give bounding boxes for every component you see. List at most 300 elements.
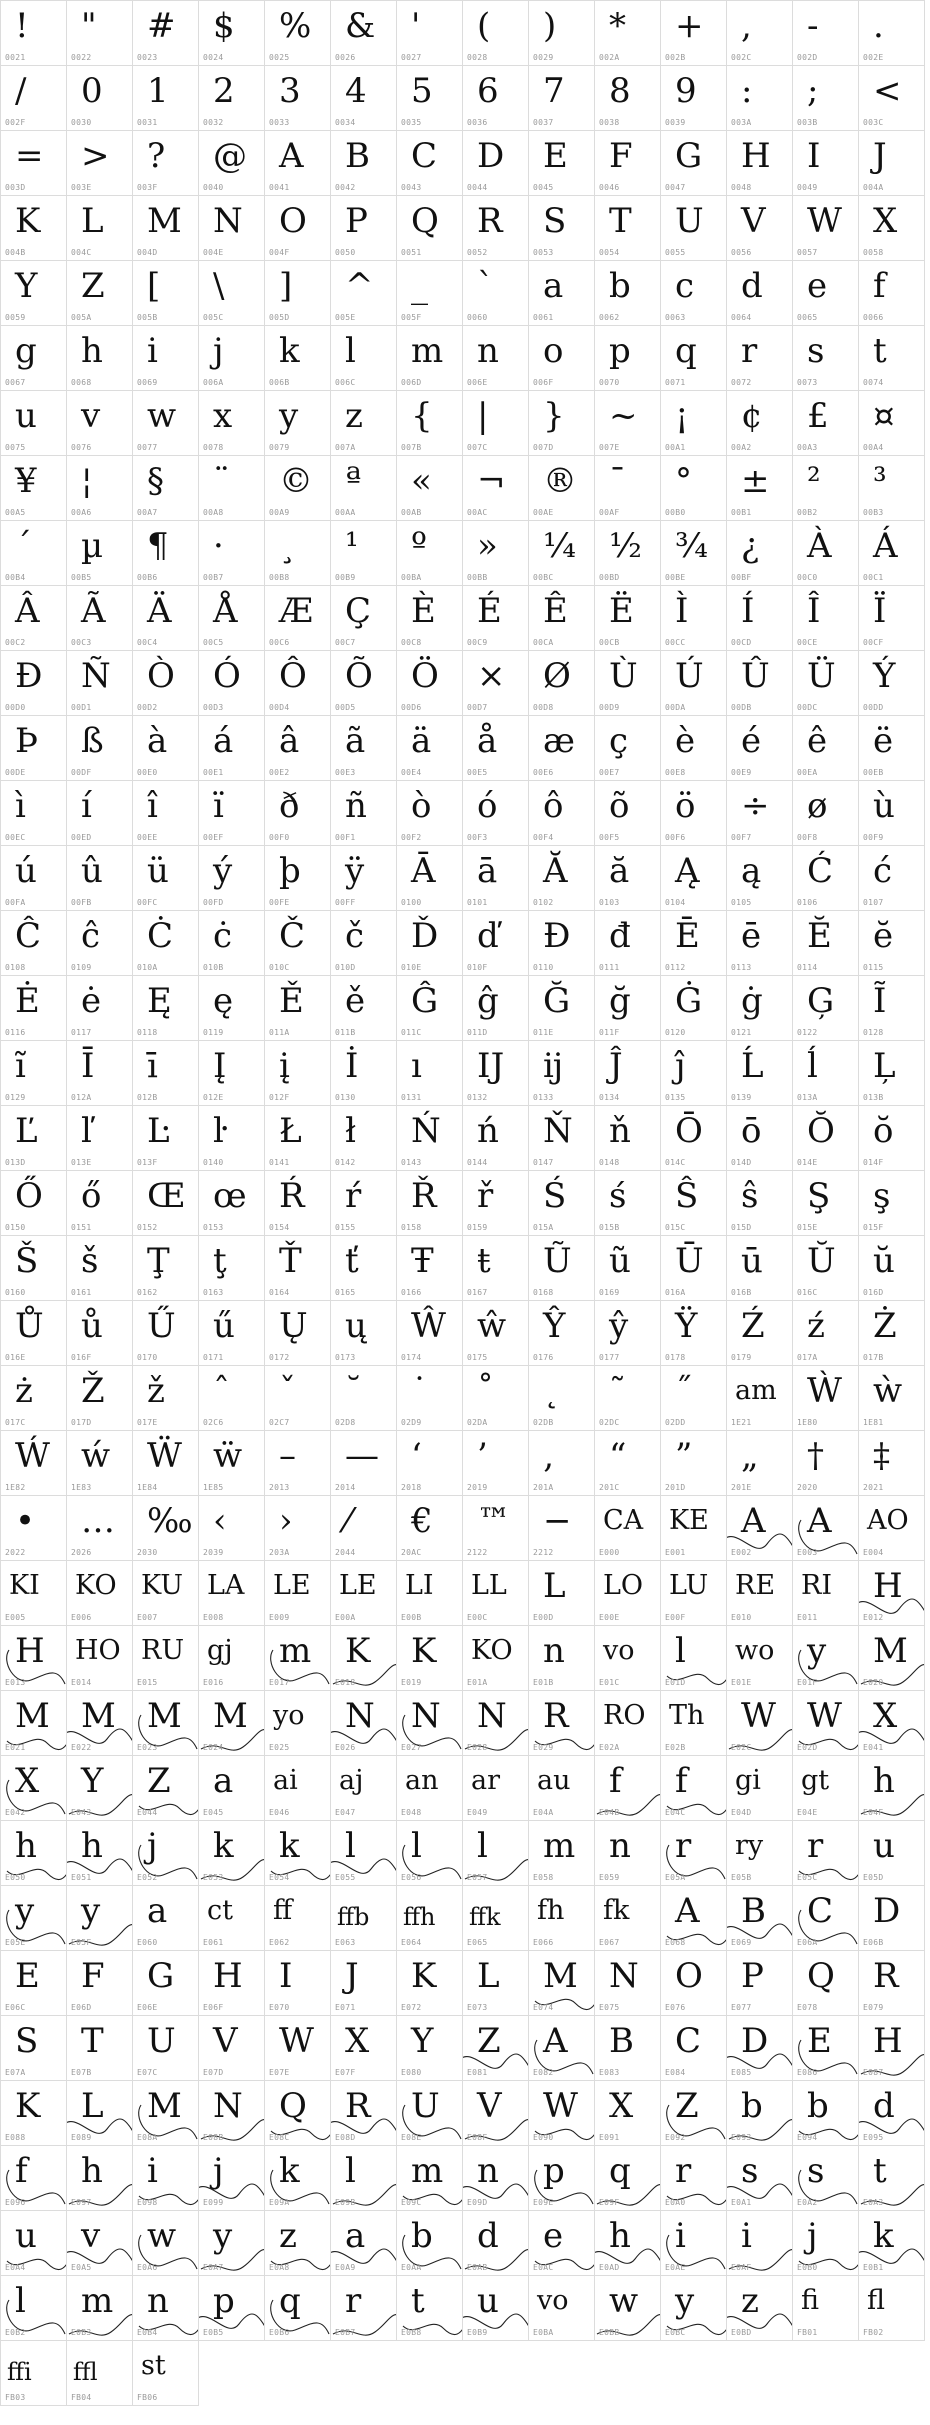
glyph-code: E0B8 xyxy=(401,2328,422,2337)
glyph: h xyxy=(81,2151,103,2191)
glyph-cell xyxy=(1,781,67,846)
glyph: Ẃ xyxy=(15,1436,50,1476)
glyph-code: 0169 xyxy=(599,1288,620,1297)
glyph-code: 00C5 xyxy=(203,638,224,647)
glyph-code: 00FC xyxy=(137,898,158,907)
glyph: â xyxy=(279,721,300,761)
glyph-cell xyxy=(529,586,595,651)
glyph-cell xyxy=(859,196,925,261)
glyph: u xyxy=(873,1826,895,1866)
glyph-cell xyxy=(529,911,595,976)
glyph: 3 xyxy=(279,71,301,111)
glyph-cell xyxy=(793,1041,859,1106)
glyph: K xyxy=(411,1956,437,1996)
glyph-cell xyxy=(661,976,727,1041)
glyph: \ xyxy=(213,266,225,306)
glyph-cell xyxy=(595,456,661,521)
glyph: I xyxy=(807,136,821,176)
glyph-cell xyxy=(661,1886,727,1951)
glyph-code: E016 xyxy=(203,1678,224,1687)
glyph-cell xyxy=(463,2016,529,2081)
glyph-cell xyxy=(133,1886,199,1951)
glyph: KE xyxy=(669,1505,709,1536)
glyph: Ğ xyxy=(543,981,571,1021)
glyph-cell xyxy=(397,66,463,131)
glyph-cell xyxy=(859,326,925,391)
glyph-code: 002F xyxy=(5,118,26,127)
glyph: Ċ xyxy=(147,916,174,956)
glyph-cell xyxy=(463,1366,529,1431)
glyph: ˜ xyxy=(609,1371,626,1411)
glyph-cell xyxy=(529,66,595,131)
glyph-code: E04F xyxy=(863,1808,884,1817)
glyph: ą xyxy=(741,851,762,891)
glyph: b xyxy=(411,2216,433,2256)
glyph-cell xyxy=(727,2146,793,2211)
glyph: b xyxy=(807,2086,829,2126)
glyph-cell xyxy=(463,391,529,456)
glyph-code: 0079 xyxy=(269,443,290,452)
glyph: Y xyxy=(411,2021,434,2061)
glyph-code: 0035 xyxy=(401,118,422,127)
glyph: Th xyxy=(669,1700,705,1731)
glyph-cell xyxy=(133,2081,199,2146)
glyph: z xyxy=(279,2216,297,2256)
glyph-code: E059 xyxy=(599,1873,620,1882)
glyph-cell xyxy=(463,1171,529,1236)
glyph-cell xyxy=(529,1626,595,1691)
glyph: A xyxy=(675,1891,700,1931)
glyph-cell xyxy=(793,196,859,261)
glyph-cell xyxy=(661,456,727,521)
glyph-code: E022 xyxy=(71,1743,92,1752)
glyph-cell xyxy=(595,2016,661,2081)
glyph-code: E08A xyxy=(137,2133,158,2142)
glyph-cell xyxy=(661,651,727,716)
glyph-cell xyxy=(397,2276,463,2341)
glyph-cell xyxy=(595,781,661,846)
glyph-code: E07F xyxy=(335,2068,356,2077)
glyph-code: 0055 xyxy=(665,248,686,257)
glyph: Û xyxy=(741,656,770,696)
glyph-code: E09B xyxy=(335,2198,356,2207)
glyph-cell xyxy=(595,1106,661,1171)
glyph-code: E073 xyxy=(467,2003,488,2012)
glyph-cell xyxy=(397,2146,463,2211)
glyph-code: 00CE xyxy=(797,638,818,647)
glyph-code: 0073 xyxy=(797,378,818,387)
glyph-code: 00F3 xyxy=(467,833,488,842)
glyph: fk xyxy=(603,1895,630,1926)
glyph-cell xyxy=(793,1886,859,1951)
glyph-cell xyxy=(67,1951,133,2016)
glyph-cell xyxy=(331,521,397,586)
glyph-cell xyxy=(67,1561,133,1626)
glyph-cell xyxy=(463,1041,529,1106)
glyph: ū xyxy=(741,1241,763,1281)
glyph-code: 017B xyxy=(863,1353,884,1362)
glyph: Ŷ xyxy=(543,1306,566,1346)
glyph-code: E051 xyxy=(71,1873,92,1882)
glyph-cell xyxy=(1,1171,67,1236)
glyph: f xyxy=(873,266,886,306)
glyph: R xyxy=(543,1696,569,1736)
glyph: ¶ xyxy=(147,526,169,566)
glyph: u xyxy=(15,2216,37,2256)
glyph: J xyxy=(345,1956,359,1996)
glyph-code: 0151 xyxy=(71,1223,92,1232)
glyph-code: 012B xyxy=(137,1093,158,1102)
glyph: į xyxy=(279,1046,290,1086)
glyph-code: 0070 xyxy=(599,378,620,387)
glyph: K xyxy=(345,1631,371,1671)
glyph-code: E086 xyxy=(797,2068,818,2077)
glyph-code: 02DD xyxy=(665,1418,686,1427)
glyph-code: 00DF xyxy=(71,768,92,777)
glyph-code: 1E85 xyxy=(203,1483,224,1492)
glyph: [ xyxy=(147,266,161,306)
glyph-cell xyxy=(67,196,133,261)
glyph: č xyxy=(345,916,365,956)
glyph: Ŵ xyxy=(411,1306,446,1346)
glyph: h xyxy=(15,1826,37,1866)
glyph: p xyxy=(609,331,631,371)
glyph: Ü xyxy=(807,656,836,696)
glyph-cell xyxy=(1,1431,67,1496)
glyph-code: 00B2 xyxy=(797,508,818,517)
glyph-cell xyxy=(67,1236,133,1301)
glyph-code: 0033 xyxy=(269,118,290,127)
glyph-cell xyxy=(793,1106,859,1171)
glyph-cell xyxy=(463,1496,529,1561)
glyph-code: 00AA xyxy=(335,508,356,517)
glyph: î xyxy=(147,786,158,826)
glyph: fi xyxy=(801,2285,820,2316)
glyph: i xyxy=(147,2151,158,2191)
glyph-code: 0078 xyxy=(203,443,224,452)
glyph-code: E01E xyxy=(731,1678,752,1687)
glyph: è xyxy=(675,721,696,761)
glyph: ˝ xyxy=(675,1371,692,1411)
glyph: 8 xyxy=(609,71,631,111)
glyph-cell xyxy=(793,521,859,586)
glyph-code: 0039 xyxy=(665,118,686,127)
glyph: a xyxy=(213,1761,234,1801)
glyph-cell xyxy=(1,2341,67,2406)
glyph-code: 0173 xyxy=(335,1353,356,1362)
glyph-cell xyxy=(727,846,793,911)
glyph-code: 0044 xyxy=(467,183,488,192)
glyph-code: E0AC xyxy=(533,2263,554,2272)
glyph: † xyxy=(807,1436,824,1476)
glyph-cell xyxy=(661,1756,727,1821)
glyph-cell xyxy=(199,586,265,651)
glyph: — xyxy=(345,1436,379,1476)
glyph-code: 004C xyxy=(71,248,92,257)
glyph: ‚ xyxy=(543,1436,554,1476)
glyph-code: E01C xyxy=(599,1678,620,1687)
glyph: Ň xyxy=(543,1111,573,1151)
glyph-code: 00D0 xyxy=(5,703,26,712)
glyph-cell xyxy=(265,326,331,391)
glyph: u xyxy=(477,2281,499,2321)
glyph-cell xyxy=(133,1301,199,1366)
glyph-code: 2014 xyxy=(335,1483,356,1492)
glyph: C xyxy=(807,1891,834,1931)
glyph-cell xyxy=(67,2081,133,2146)
glyph-code: E09C xyxy=(401,2198,422,2207)
glyph-cell xyxy=(265,1756,331,1821)
glyph-code: 006D xyxy=(401,378,422,387)
glyph-code: E056 xyxy=(401,1873,422,1882)
glyph-cell xyxy=(133,391,199,456)
glyph-cell xyxy=(463,261,529,326)
glyph: g xyxy=(15,331,37,371)
glyph-code: E07B xyxy=(71,2068,92,2077)
glyph-cell xyxy=(661,1496,727,1561)
glyph-cell xyxy=(67,1626,133,1691)
glyph-cell xyxy=(265,2146,331,2211)
glyph-code: 011E xyxy=(533,1028,554,1037)
glyph-cell xyxy=(67,1496,133,1561)
glyph-cell xyxy=(133,196,199,261)
glyph: LO xyxy=(603,1570,644,1601)
glyph-cell xyxy=(727,391,793,456)
glyph: HO xyxy=(75,1635,121,1666)
glyph: Z xyxy=(81,266,105,306)
glyph: ö xyxy=(675,786,696,826)
glyph: ř xyxy=(477,1176,494,1216)
glyph-code: 017A xyxy=(797,1353,818,1362)
glyph-code: 00A4 xyxy=(863,443,884,452)
glyph: m xyxy=(543,1826,576,1866)
glyph: Ŀ xyxy=(147,1111,170,1151)
glyph-cell xyxy=(1,131,67,196)
glyph: n xyxy=(609,1826,631,1866)
glyph-code: 0115 xyxy=(863,963,884,972)
glyph-cell xyxy=(1,846,67,911)
glyph-code: 015B xyxy=(599,1223,620,1232)
glyph: ‘ xyxy=(411,1436,422,1476)
glyph-cell xyxy=(529,1756,595,1821)
glyph-code: 00F4 xyxy=(533,833,554,842)
glyph: U xyxy=(675,201,704,241)
glyph: } xyxy=(543,396,565,436)
glyph-cell xyxy=(661,2016,727,2081)
glyph: fh xyxy=(537,1895,565,1926)
glyph-code: 016C xyxy=(797,1288,818,1297)
glyph: N xyxy=(609,1956,639,1996)
glyph: ś xyxy=(609,1176,627,1216)
glyph-cell xyxy=(199,651,265,716)
glyph: ı xyxy=(411,1046,422,1086)
glyph-code: E043 xyxy=(71,1808,92,1817)
glyph-cell xyxy=(397,1041,463,1106)
glyph: 5 xyxy=(411,71,433,111)
glyph: ẃ xyxy=(81,1436,111,1476)
glyph-cell xyxy=(397,1496,463,1561)
glyph-code: E028 xyxy=(467,1743,488,1752)
glyph: W xyxy=(543,2086,578,2126)
glyph: i xyxy=(741,2216,752,2256)
glyph-cell xyxy=(661,1106,727,1171)
glyph-code: 012E xyxy=(203,1093,224,1102)
glyph-code: E07D xyxy=(203,2068,224,2077)
glyph-cell xyxy=(859,1171,925,1236)
glyph-cell xyxy=(661,1171,727,1236)
glyph-code: 0128 xyxy=(863,1028,884,1037)
glyph-code: 1E83 xyxy=(71,1483,92,1492)
glyph-code: 0108 xyxy=(5,963,26,972)
glyph-cell xyxy=(397,716,463,781)
glyph: W xyxy=(279,2021,314,2061)
glyph: £ xyxy=(807,396,829,436)
glyph: „ xyxy=(741,1436,759,1476)
glyph-code: 00B6 xyxy=(137,573,158,582)
glyph: ÷ xyxy=(741,786,770,826)
glyph: e xyxy=(543,2216,564,2256)
glyph: ā xyxy=(477,851,498,891)
glyph: Ę xyxy=(147,981,172,1021)
glyph-cell xyxy=(331,846,397,911)
glyph-code: 00C0 xyxy=(797,573,818,582)
glyph-cell xyxy=(265,1366,331,1431)
glyph-cell xyxy=(199,846,265,911)
glyph-cell xyxy=(397,1366,463,1431)
glyph-code: E053 xyxy=(203,1873,224,1882)
glyph: Ê xyxy=(543,591,568,631)
glyph-cell xyxy=(397,131,463,196)
glyph-code: 006E xyxy=(467,378,488,387)
glyph-cell xyxy=(529,1041,595,1106)
glyph: » xyxy=(477,526,498,566)
glyph-cell xyxy=(67,66,133,131)
glyph: ŷ xyxy=(609,1306,629,1346)
glyph-cell xyxy=(529,1171,595,1236)
glyph-cell xyxy=(67,1106,133,1171)
glyph: " xyxy=(81,6,97,46)
glyph-code: 0162 xyxy=(137,1288,158,1297)
glyph: y xyxy=(213,2216,233,2256)
glyph-code: 00BB xyxy=(467,573,488,582)
glyph-cell xyxy=(661,2276,727,2341)
glyph: ` xyxy=(477,266,494,306)
glyph-code: 2030 xyxy=(137,1548,158,1557)
glyph-code: 002D xyxy=(797,53,818,62)
glyph: vo xyxy=(537,2285,569,2316)
glyph-cell xyxy=(859,1496,925,1561)
glyph-code: E09F xyxy=(599,2198,620,2207)
glyph-code: E027 xyxy=(401,1743,422,1752)
glyph: w xyxy=(147,396,177,436)
glyph-code: 0100 xyxy=(401,898,422,907)
glyph: º xyxy=(411,526,427,566)
glyph-code: 0056 xyxy=(731,248,752,257)
glyph: Ĺ xyxy=(741,1046,764,1086)
glyph-cell xyxy=(793,1,859,66)
glyph-cell xyxy=(595,131,661,196)
glyph: z xyxy=(345,396,363,436)
glyph-code: 0047 xyxy=(665,183,686,192)
glyph-code: 003F xyxy=(137,183,158,192)
glyph-cell xyxy=(67,1821,133,1886)
glyph-code: 0075 xyxy=(5,443,26,452)
glyph-code: E005 xyxy=(5,1613,26,1622)
glyph-code: 0150 xyxy=(5,1223,26,1232)
glyph-code: E062 xyxy=(269,1938,290,1947)
glyph-cell xyxy=(397,1886,463,1951)
glyph-code: 00F8 xyxy=(797,833,818,842)
glyph-code: 02DC xyxy=(599,1418,620,1427)
glyph: Ĩ xyxy=(873,981,887,1021)
glyph-cell xyxy=(727,1236,793,1301)
glyph-cell xyxy=(331,586,397,651)
glyph-code: E0BB xyxy=(599,2328,620,2337)
glyph-code: 00A6 xyxy=(71,508,92,517)
glyph-cell xyxy=(463,2081,529,2146)
glyph-cell xyxy=(727,911,793,976)
glyph: V xyxy=(213,2021,238,2061)
glyph-code: 0143 xyxy=(401,1158,422,1167)
glyph-cell xyxy=(529,261,595,326)
glyph-cell xyxy=(859,1366,925,1431)
glyph-cell xyxy=(463,456,529,521)
glyph-cell xyxy=(331,1626,397,1691)
glyph-code: 2019 xyxy=(467,1483,488,1492)
glyph-code: 0059 xyxy=(5,313,26,322)
glyph: _ xyxy=(411,266,428,306)
glyph: KU xyxy=(141,1570,183,1601)
glyph: y xyxy=(15,1891,35,1931)
glyph-cell xyxy=(463,1106,529,1171)
glyph-cell xyxy=(67,1,133,66)
glyph: LA xyxy=(207,1570,245,1601)
glyph-code: 0058 xyxy=(863,248,884,257)
glyph: ¥ xyxy=(15,461,37,501)
glyph-cell xyxy=(331,326,397,391)
glyph-cell xyxy=(1,391,67,456)
glyph-cell xyxy=(463,1431,529,1496)
glyph: Ġ xyxy=(675,981,703,1021)
glyph-code: E083 xyxy=(599,2068,620,2077)
glyph-cell xyxy=(397,1,463,66)
glyph: ˘ xyxy=(345,1371,362,1411)
glyph-code: 014C xyxy=(665,1158,686,1167)
glyph-cell xyxy=(463,1951,529,2016)
glyph-code: 0031 xyxy=(137,118,158,127)
glyph-cell xyxy=(727,1431,793,1496)
glyph: Î xyxy=(807,591,821,631)
glyph-cell xyxy=(331,651,397,716)
glyph-cell xyxy=(331,1041,397,1106)
glyph-code: E025 xyxy=(269,1743,290,1752)
glyph-code: 0159 xyxy=(467,1223,488,1232)
glyph: L xyxy=(543,1566,566,1606)
glyph: Q xyxy=(279,2086,307,2126)
glyph-code: 003D xyxy=(5,183,26,192)
glyph-code: 2022 xyxy=(5,1548,26,1557)
glyph: vo xyxy=(603,1635,635,1666)
glyph: ˙ xyxy=(411,1371,428,1411)
glyph-code: 0040 xyxy=(203,183,224,192)
glyph-code: 0023 xyxy=(137,53,158,62)
glyph-cell xyxy=(529,521,595,586)
glyph-code: 010B xyxy=(203,963,224,972)
glyph-cell xyxy=(199,1106,265,1171)
glyph-code: 002A xyxy=(599,53,620,62)
glyph-cell xyxy=(661,1561,727,1626)
glyph-cell xyxy=(859,1626,925,1691)
